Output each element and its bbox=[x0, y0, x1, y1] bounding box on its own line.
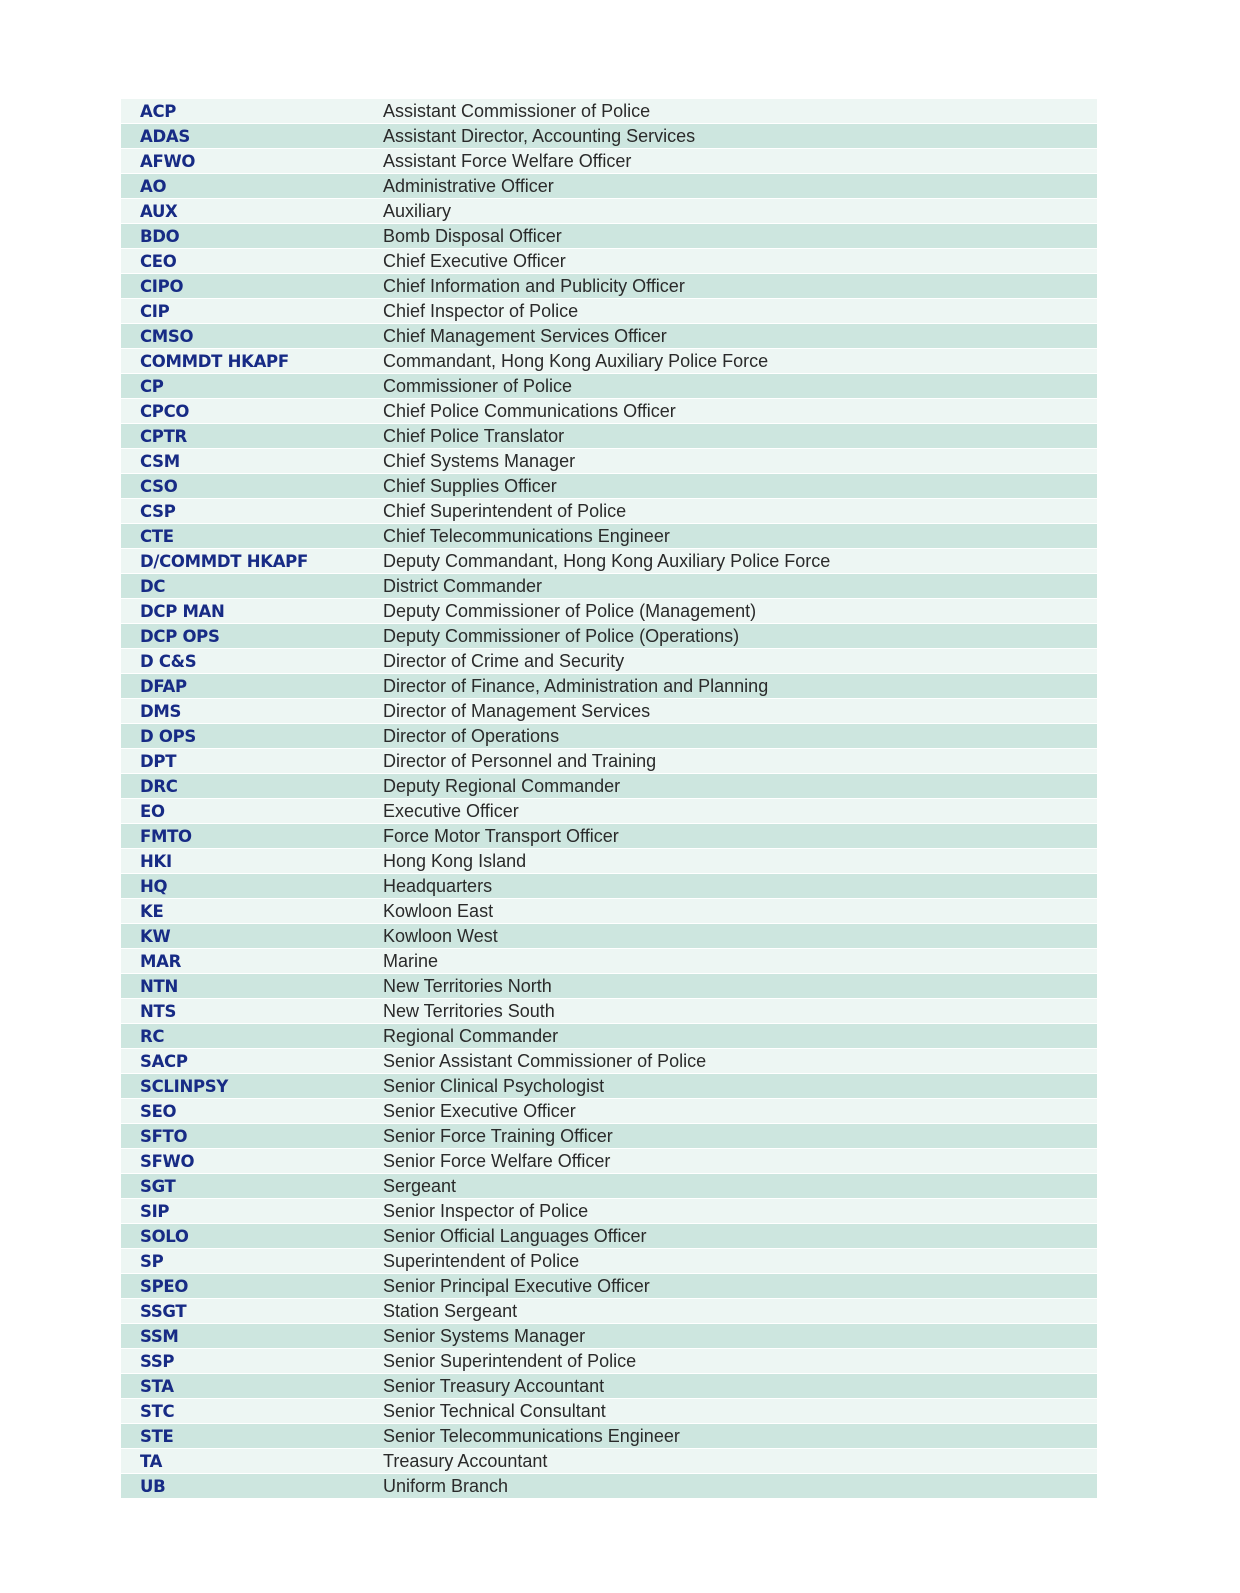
description: Hong Kong Island bbox=[383, 850, 527, 871]
description: Senior Inspector of Police bbox=[383, 1200, 589, 1221]
table-row bbox=[121, 324, 1097, 349]
table-row bbox=[121, 424, 1097, 449]
abbreviation: DCP OPS bbox=[140, 626, 220, 646]
description: Chief Superintendent of Police bbox=[383, 500, 627, 521]
description: Chief Police Communications Officer bbox=[383, 400, 676, 421]
abbreviation: UB bbox=[140, 1476, 166, 1496]
description: Superintendent of Police bbox=[383, 1250, 580, 1271]
table-row bbox=[121, 449, 1097, 474]
description: Director of Finance, Administration and Planning bbox=[383, 675, 769, 696]
abbreviation: SOLO bbox=[140, 1226, 189, 1246]
description: Director of Personnel and Training bbox=[383, 750, 657, 771]
abbreviation: CTE bbox=[140, 526, 174, 546]
description: Chief Supplies Officer bbox=[383, 475, 557, 496]
table-row bbox=[121, 474, 1097, 499]
abbreviation: SFWO bbox=[140, 1151, 195, 1171]
description: Headquarters bbox=[383, 875, 493, 896]
table-row bbox=[121, 1024, 1097, 1049]
description: Treasury Accountant bbox=[383, 1450, 548, 1471]
table-row bbox=[121, 824, 1097, 849]
abbreviation: SFTO bbox=[140, 1126, 188, 1146]
abbreviation: CEO bbox=[140, 251, 177, 271]
description: Assistant Force Welfare Officer bbox=[383, 150, 632, 171]
description: Chief Management Services Officer bbox=[383, 325, 667, 346]
description: Senior Principal Executive Officer bbox=[383, 1275, 650, 1296]
abbreviations-table bbox=[121, 99, 1097, 1499]
description: Senior Treasury Accountant bbox=[383, 1375, 605, 1396]
abbreviation: CSP bbox=[140, 501, 176, 521]
table-row bbox=[121, 1074, 1097, 1099]
abbreviation: CSO bbox=[140, 476, 178, 496]
table-row bbox=[121, 974, 1097, 999]
table-row bbox=[121, 274, 1097, 299]
description: Station Sergeant bbox=[383, 1300, 518, 1321]
description: Director of Operations bbox=[383, 725, 560, 746]
abbreviation: CSM bbox=[140, 451, 180, 471]
abbreviation: ACP bbox=[140, 101, 177, 121]
table-row bbox=[121, 999, 1097, 1024]
description: New Territories South bbox=[383, 1000, 555, 1021]
abbreviation: NTN bbox=[140, 976, 178, 996]
abbreviation: CPTR bbox=[140, 426, 187, 446]
abbreviation: AFWO bbox=[140, 151, 196, 171]
description: Senior Systems Manager bbox=[383, 1325, 586, 1346]
table-row bbox=[121, 1099, 1097, 1124]
table-row bbox=[121, 399, 1097, 424]
description: Senior Assistant Commissioner of Police bbox=[383, 1050, 707, 1071]
table-row bbox=[121, 1049, 1097, 1074]
abbreviation: D C&S bbox=[140, 651, 197, 671]
abbreviation: FMTO bbox=[140, 826, 192, 846]
table-row bbox=[121, 1274, 1097, 1299]
table-row bbox=[121, 849, 1097, 874]
description: Assistant Director, Accounting Services bbox=[383, 125, 696, 146]
abbreviation: SGT bbox=[140, 1176, 176, 1196]
table-row bbox=[121, 574, 1097, 599]
description: Senior Force Welfare Officer bbox=[383, 1150, 611, 1171]
table-row bbox=[121, 299, 1097, 324]
table-row bbox=[121, 799, 1097, 824]
description: Commandant, Hong Kong Auxiliary Police Force bbox=[383, 350, 769, 371]
description: Auxiliary bbox=[383, 200, 452, 221]
description: Deputy Commissioner of Police (Operations) bbox=[383, 625, 740, 646]
description: Senior Executive Officer bbox=[383, 1100, 576, 1121]
table-row bbox=[121, 524, 1097, 549]
description: Senior Technical Consultant bbox=[383, 1400, 606, 1421]
table-row bbox=[121, 549, 1097, 574]
description: Uniform Branch bbox=[383, 1475, 509, 1496]
description: Administrative Officer bbox=[383, 175, 554, 196]
table-row bbox=[121, 1149, 1097, 1174]
abbreviation: SSP bbox=[140, 1351, 175, 1371]
abbreviation: CIP bbox=[140, 301, 170, 321]
abbreviation: CIPO bbox=[140, 276, 184, 296]
description: Senior Force Training Officer bbox=[383, 1125, 613, 1146]
abbreviation: KW bbox=[140, 926, 171, 946]
abbreviation: SEO bbox=[140, 1101, 177, 1121]
abbreviation: BDO bbox=[140, 226, 180, 246]
description: Regional Commander bbox=[383, 1025, 559, 1046]
description: Commissioner of Police bbox=[383, 375, 573, 396]
description: District Commander bbox=[383, 575, 543, 596]
abbreviation: D/COMMDT HKAPF bbox=[140, 551, 308, 571]
abbreviation: DFAP bbox=[140, 676, 187, 696]
table-row bbox=[121, 1474, 1097, 1499]
abbreviation: CMSO bbox=[140, 326, 194, 346]
table-row bbox=[121, 1224, 1097, 1249]
description: Deputy Commandant, Hong Kong Auxiliary Police Force bbox=[383, 550, 831, 571]
description: Marine bbox=[383, 950, 439, 971]
description: Director of Crime and Security bbox=[383, 650, 625, 671]
abbreviation: SP bbox=[140, 1251, 164, 1271]
table-row bbox=[121, 249, 1097, 274]
table-row bbox=[121, 1174, 1097, 1199]
table-row bbox=[121, 899, 1097, 924]
description: Chief Information and Publicity Officer bbox=[383, 275, 685, 296]
table-row bbox=[121, 874, 1097, 899]
description: Chief Inspector of Police bbox=[383, 300, 579, 321]
abbreviation: TA bbox=[140, 1451, 163, 1471]
abbreviation: CP bbox=[140, 376, 164, 396]
abbreviation: CPCO bbox=[140, 401, 190, 421]
table-row bbox=[121, 1299, 1097, 1324]
abbreviation: SPEO bbox=[140, 1276, 189, 1296]
description: Senior Official Languages Officer bbox=[383, 1225, 647, 1246]
table-row bbox=[121, 749, 1097, 774]
abbreviation: AUX bbox=[140, 201, 178, 221]
table-row bbox=[121, 924, 1097, 949]
table-row bbox=[121, 99, 1097, 124]
description: Chief Police Translator bbox=[383, 425, 565, 446]
abbreviation: DPT bbox=[140, 751, 177, 771]
abbreviation: HQ bbox=[140, 876, 168, 896]
table-row bbox=[121, 1424, 1097, 1449]
table-row bbox=[121, 774, 1097, 799]
table-row bbox=[121, 674, 1097, 699]
description: Senior Superintendent of Police bbox=[383, 1350, 637, 1371]
abbreviation: SIP bbox=[140, 1201, 170, 1221]
description: Chief Systems Manager bbox=[383, 450, 576, 471]
abbreviation: SACP bbox=[140, 1051, 188, 1071]
abbreviation: AO bbox=[140, 176, 167, 196]
table-row bbox=[121, 124, 1097, 149]
abbreviation: RC bbox=[140, 1026, 165, 1046]
table-row bbox=[121, 949, 1097, 974]
table-row bbox=[121, 374, 1097, 399]
description: Deputy Commissioner of Police (Management) bbox=[383, 600, 757, 621]
table-row bbox=[121, 599, 1097, 624]
abbreviation: DRC bbox=[140, 776, 178, 796]
description: Chief Telecommunications Engineer bbox=[383, 525, 670, 546]
table-row bbox=[121, 174, 1097, 199]
abbreviation: COMMDT HKAPF bbox=[140, 351, 289, 371]
abbreviation: EO bbox=[140, 801, 165, 821]
table-row bbox=[121, 224, 1097, 249]
description: New Territories North bbox=[383, 975, 552, 996]
table-row bbox=[121, 149, 1097, 174]
abbreviation: HKI bbox=[140, 851, 172, 871]
description: Executive Officer bbox=[383, 800, 519, 821]
table-row bbox=[121, 349, 1097, 374]
table-row bbox=[121, 1324, 1097, 1349]
description: Senior Clinical Psychologist bbox=[383, 1075, 605, 1096]
abbreviation: SSM bbox=[140, 1326, 179, 1346]
description: Sergeant bbox=[383, 1175, 457, 1196]
table-row bbox=[121, 724, 1097, 749]
table-row bbox=[121, 1349, 1097, 1374]
table-row bbox=[121, 1449, 1097, 1474]
abbreviation: ADAS bbox=[140, 126, 190, 146]
table-row bbox=[121, 1199, 1097, 1224]
table-row bbox=[121, 624, 1097, 649]
abbreviation: D OPS bbox=[140, 726, 196, 746]
description: Chief Executive Officer bbox=[383, 250, 566, 271]
abbreviation: DMS bbox=[140, 701, 182, 721]
abbreviation: DCP MAN bbox=[140, 601, 225, 621]
description: Director of Management Services bbox=[383, 700, 651, 721]
abbreviation: NTS bbox=[140, 1001, 177, 1021]
table-row bbox=[121, 699, 1097, 724]
description: Deputy Regional Commander bbox=[383, 775, 621, 796]
abbreviation: KE bbox=[140, 901, 164, 921]
description: Kowloon West bbox=[383, 925, 498, 946]
table-row bbox=[121, 649, 1097, 674]
description: Force Motor Transport Officer bbox=[383, 825, 619, 846]
abbreviation: SSGT bbox=[140, 1301, 187, 1321]
abbreviation: STA bbox=[140, 1376, 174, 1396]
abbreviation: STC bbox=[140, 1401, 175, 1421]
abbreviation: DC bbox=[140, 576, 166, 596]
abbreviation: SCLINPSY bbox=[140, 1076, 228, 1096]
table-row bbox=[121, 199, 1097, 224]
table-row bbox=[121, 1399, 1097, 1424]
table-row bbox=[121, 499, 1097, 524]
description: Bomb Disposal Officer bbox=[383, 225, 562, 246]
table-row bbox=[121, 1124, 1097, 1149]
abbreviation: STE bbox=[140, 1426, 174, 1446]
description: Assistant Commissioner of Police bbox=[383, 100, 651, 121]
description: Kowloon East bbox=[383, 900, 494, 921]
abbreviation: MAR bbox=[140, 951, 181, 971]
description: Senior Telecommunications Engineer bbox=[383, 1425, 680, 1446]
table-row bbox=[121, 1249, 1097, 1274]
table-row bbox=[121, 1374, 1097, 1399]
